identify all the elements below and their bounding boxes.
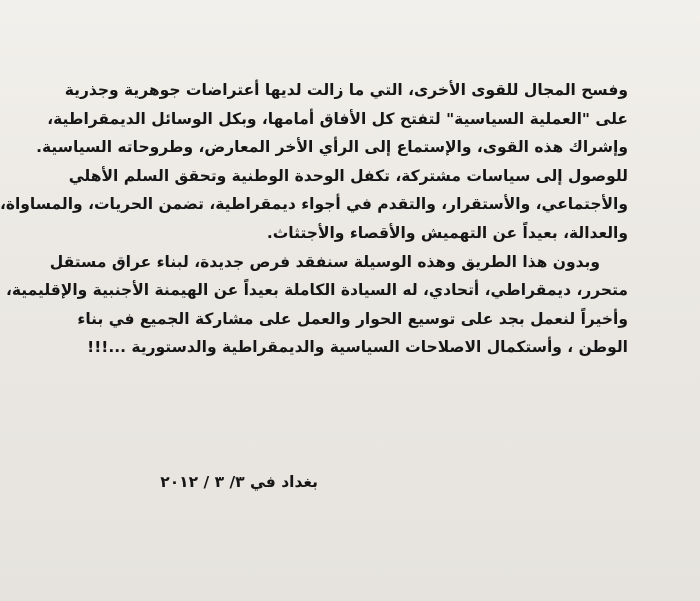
paragraph-line: على "العملية السياسية" لتفتح كل الأفاق أمامها، وبكل الوسائل الديمقراطية، [47, 109, 628, 128]
paragraph-line: متحرر، ديمقراطي، أتحادي، له السيادة الكاملة بعيداً عن الهيمنة الأجنبية والإقليمية، [5, 281, 628, 300]
paragraph-line: للوصول إلى سياسات مشتركة، تكفل الوحدة الوطنية وتحقق السلم الأهلي [68, 166, 628, 185]
paragraph-line: والعدالة، بعيداً عن التهميش والأقصاء والأجتثاث. [266, 223, 628, 242]
paragraph-line: وأخيراً لنعمل بجد على توسيع الحوار والعمل على مشاركة الجميع في بناء [77, 309, 628, 328]
place-date-line: بغداد في ٣/ ٣ / ٢٠١٢ [160, 473, 318, 491]
paragraph-line: وإشراك هذه القوى، والإستماع إلى الرأي الأخر المعارض، وطروحاته السياسية. [36, 138, 628, 157]
paragraph-line: وبدون هذا الطريق وهذه الوسيلة سنفقد فرص جديدة، لبناء عراق مستقل [49, 252, 600, 271]
body-text [0, 76, 628, 362]
paragraph-line: والأجتماعي، والأستقرار، والتقدم في أجواء ديمقراطية، تضمن الحريات، والمساواة، [0, 195, 628, 214]
paragraph-line: الوطن ، وأستكمال الاصلاحات السياسية والديمقراطية والدستورية ...!!! [87, 338, 628, 357]
paragraph-line: وفسح المجال للقوى الأخرى، التي ما زالت لديها أعتراضات جوهرية وجذرية [64, 81, 628, 99]
